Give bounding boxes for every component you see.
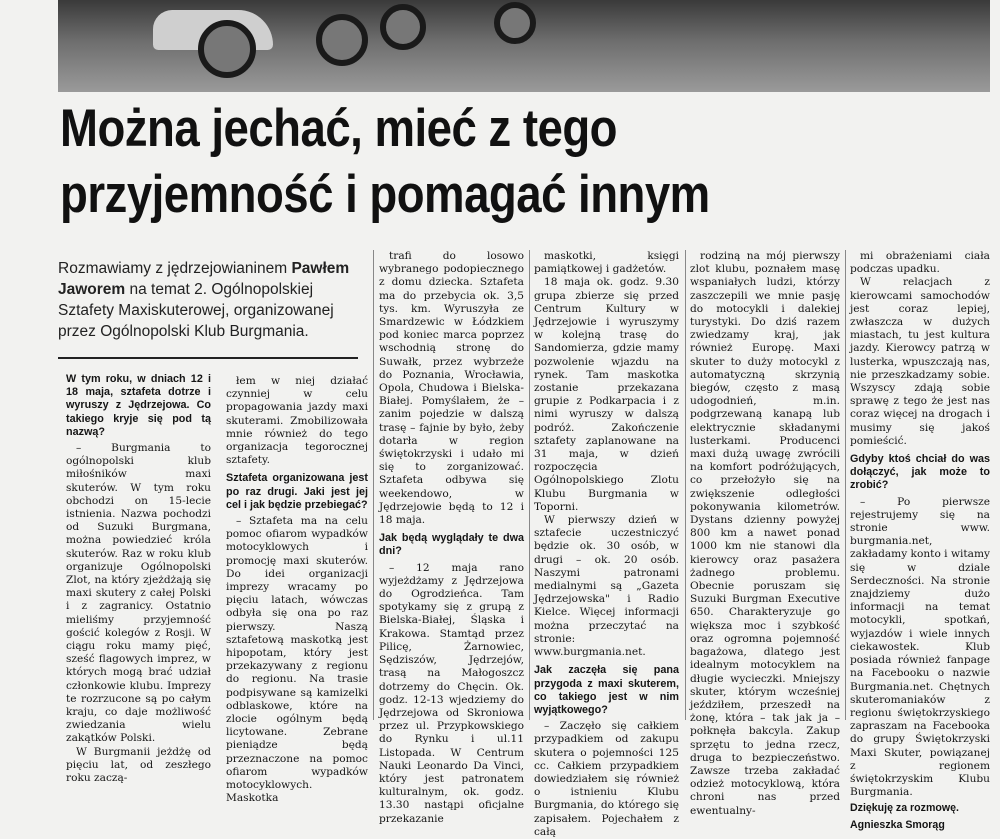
article-column-4 (534, 250, 679, 838)
answer-paragraph: łem w niej działać czynniej w celu propagowania jazdy maxi skuterami. Zmobilizowała mnie również do tego organizacja tegorocznej sztafety. (226, 375, 368, 467)
answer-paragraph: maskotki, księgi pamiątkowej i gadżetów. (534, 250, 679, 276)
column-divider (685, 250, 686, 720)
headline-line-2: przyjemność i pomagać innym (60, 165, 710, 224)
column-divider (845, 250, 846, 720)
interview-question: Jak zaczęła się pana przygoda z maxi skuterem, co takiego jest w nim wyjątkowego? (534, 664, 679, 716)
lead-text-1: Rozmawiamy z jędrzejowianinem (58, 260, 292, 277)
answer-paragraph: W Burgmanii jeżdżę od pięciu lat, od zeszłego roku zaczą- (66, 745, 211, 785)
closing-thanks: Dziękuję za rozmowę. (850, 802, 959, 815)
article-column-2 (226, 375, 368, 805)
answer-paragraph: – 12 maja rano wyjeżdżamy z Jędrzejowa do Ogrodzieńca. Tam spotykamy się z grupą z Bielska-Białej, Śląska i Krakowa. Stamtąd przez Pilicę, Żarnowiec, Sędziszów, Jędrzejów, trasą na Małogoszcz dotrzemy do Chęcin. Ok. godz. 12-13 wjedziemy do Jędrzejowa od Skroniowa przez ul. Przypkowskiego do Rynku i ul.11 Listopada. W Centrum Nauki Leonardo Da Vinci, który jest patronatem kulturalnym, ok. godz. 13.30 nastąpi oficjalne przekazanie (379, 561, 524, 825)
article-lead (58, 258, 358, 342)
article-column-3 (379, 250, 524, 825)
answer-paragraph: trafi do losowo wybranego podopiecznego z domu dziecka. Sztafeta ma do przebycia ok. 3,5 tys. km. Wyruszyła ze Smardzewic w Łódzkiem pod koniec marca poprzez wschodnią stronę do Suwałk, przez wybrzeże do Poznania, Wrocławia, Opola, Chudowa i Bielska-Białej. Pomyślałem, że – zanim pojedzie w dalszą trasę – fajnie by było, żeby dotarła w region świętokrzyski i udało mi się to zorganizować. Sztafeta odbywa się weekendowo, w Jędrzejowie będą to 12 i 18 maja. (379, 250, 524, 527)
article-column-1 (66, 368, 211, 785)
answer-paragraph: mi obrażeniami ciała podczas upadku. (850, 250, 990, 276)
answer-paragraph: rodziną na mój pierwszy zlot klubu, poznałem masę wspaniałych ludzi, którzy zaszczepili we mnie pasję do motocykli i dalekiej turystyki. Do dziś razem zwiedzamy kraj, jak również Europę. Maxi skuter to duży motocykl z automatyczną skrzynią biegów, często z masą udogodnień, m.in. podgrzewaną kanapą lub elektrycznie składanymi lusterkami. Producenci maxi dużą uwagę zwrócili na komfort podróżujących, co przełożyło się na zwiększenie odległości pokonywania kilometrów. Dystans dzienny powyżej 800 km a nawet ponad 1000 km nie stanowi dla kierowcy oraz pasażera żadnego problemu. Obecnie poruszam się Suzuki Burgman Executive 650. Charakteryzuje go większa moc i szybkość oraz ogromna pojemność bagażowa, dlatego jest idealnym motocyklem na długie wycieczki. Mniejszy skuter, którym wcześniej jeździłem, przeszedł na żonę, która – tak jak ja – połknęła bakcyla. Zakup sprzętu to jedna rzecz, druga to bezpieczeństwo. Zawsze trzeba zakładać odzież motocyklową, która chroni nas przed ewentualny- (690, 250, 840, 817)
column-divider (529, 250, 530, 720)
scooter-wheel (198, 20, 256, 78)
scooter-wheel (316, 14, 368, 66)
answer-paragraph: – Po pierwsze rejestrujemy się na stronie www. burgmania.net, zakładamy konto i witamy się w dziale Serdeczności. Na stronie znajdziemy dużo informacji na temat motocykli, spotkań, wyjazdów i wiele innych ciekawostek. Klub posiada również fanpage na Facebooku o nazwie Burgmania.net. Chętnych skuteromaniaków z regionu świętokrzyskiego zapraszam na Facebooka do grupy Świętokrzyski Maxi Skuter, powiązanej z regionem świętokrzyskim Klubu Burgmania. (850, 495, 990, 799)
interview-question: Gdyby ktoś chciał do was dołączyć, jak może to zrobić? (850, 453, 990, 492)
article-column-5 (690, 250, 840, 817)
answer-paragraph: – Zaczęło się całkiem przypadkiem od zakupu skutera o pojemności 125 cc. Całkiem przypadkiem dowiedziałem się również o istnieniu Klubu Burgmania, do którego się zapisałem. Pojechałem z całą (534, 720, 679, 838)
interviewee-name: Pawłem Jaworem (58, 260, 350, 298)
answer-paragraph: – Burgmania to ogólnopolski klub miłośników maxi skuterów. W tym roku obchodzi on 15-lecie istnienia. Nazwa pochodzi od Suzuki Burgmana, można powiedzieć króla skuterów. Raz w roku klub organizuje Ogólnopolski Zlot, na który zjeżdżają się maxi skutery z całej Polski i z zagranicy. Ostatnio mieliśmy przyjemność gościć kolegów z Rosji. W ciągu roku mamy pięć, sześć flagowych imprez, w których mogą brać udział członkowie klubu. Imprezy te rozrzucone są po całym kraju, co daje możliwość zwiedzania wielu zakątków Polski. (66, 442, 211, 745)
answer-paragraph: W pierwszy dzień w sztafecie uczestniczyć będzie ok. 30 osób, w drugi – ok. 20 osób. Naszymi patronami medialnymi są „Gazeta Jędrzejowska" i Radio Kielce. Więcej informacji można przeczytać na stronie: www.burgmania.net. (534, 514, 679, 659)
interview-question: Sztafeta organizowana jest po raz drugi. Jaki jest jej cel i jak będzie przebiegać? (226, 472, 368, 511)
headline-line-1: Można jechać, mieć z tego (60, 99, 618, 158)
column-divider (373, 250, 374, 720)
scooter-wheel (494, 2, 536, 44)
article-headline (60, 96, 834, 228)
answer-paragraph: – Sztafeta ma na celu pomoc ofiarom wypadków motocyklowych i promocję maxi skuterów. Do idei organizacji imprezy wracamy po pięciu latach, wówczas odbyła się ona po raz pierwszy. Naszą sztafetową maskotką jest hipopotam, który jest przekazywany z regionu do regionu. Na trasie podpisywane są kamizelki odblaskowe, które na zlocie ogólnym będą licytowane. Zebrane pieniądze będą przeznaczone na pomoc ofiarom wypadków motocyklowych. Maskotka (226, 515, 368, 805)
scooter-wheel (380, 4, 426, 50)
interview-question: W tym roku, w dniach 12 i 18 maja, sztafeta dotrze i wyruszy z Jędrzejowa. Co takiego kryje się pod tą nazwą? (66, 373, 211, 438)
interview-question: Jak będą wyglądały te dwa dni? (379, 532, 524, 558)
answer-paragraph: W relacjach z kierowcami samochodów jest coraz lepiej, zwłaszcza w dużych miastach, tu jest kultura jazdy. Kierowcy patrzą w lusterka, wpuszczają nas, nie przeszkadzamy sobie. Wszyscy zdają sobie sprawę z tego że jest nas coraz więcej na drogach i musimy się jakoś pomieścić. (850, 276, 990, 447)
lead-divider (58, 357, 358, 359)
lead-text-2: na temat 2. Ogólnopolskiej Sztafety Maxiskuterowej, organizowanej przez Ogólnopolski Klub Burgmania. (58, 281, 334, 340)
author-byline: Agnieszka Smorąg (850, 818, 945, 831)
article-column-6 (850, 250, 990, 831)
answer-paragraph: 18 maja ok. godz. 9.30 grupa zbierze się przed Centrum Kultury w Jędrzejowie i wyruszymy w kolejną trasę do Sandomierza, gdzie mamy pozwolenie wjazdu na rynek. Tam maskotka zostanie przekazana grupie z Podkarpacia i z nimi wyruszy w dalszą podróż. Zakończenie sztafety zaplanowane na 31 maja, w dzień rozpoczęcia Ogólnopolskiego Zlotu Klubu Burgmania w Toporni. (534, 276, 679, 513)
header-photo (58, 0, 990, 92)
